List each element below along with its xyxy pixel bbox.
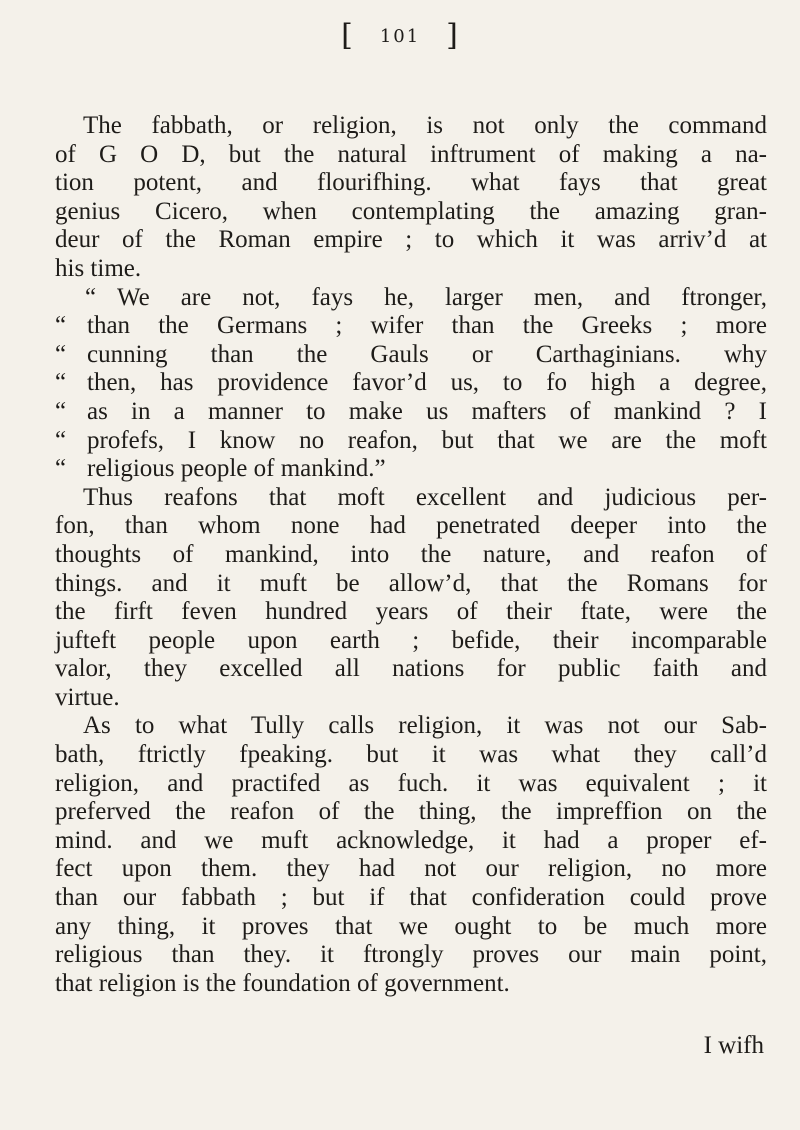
quote-text: then, has providence favor’d us, to fo high a degree, [87, 369, 767, 397]
text-line: fect upon them. they had not our religion, no more [55, 855, 767, 883]
text-line: religion, and practifed as fuch. it was equivalent ; it [55, 769, 767, 797]
text-line: thoughts of mankind, into the nature, and reafon of [55, 540, 767, 568]
text-line: his time. [55, 254, 142, 282]
text-line: things. and it muft be allow’d, that the Romans for [55, 569, 767, 597]
quote-text: than the Germans ; wifer than the Greeks ; more [87, 312, 767, 340]
quote-line [55, 341, 767, 370]
quote-mark: “ [55, 312, 67, 340]
text-line: virtue. [55, 683, 120, 711]
text-line: jufteft people upon earth ; befide, their incomparable [55, 626, 767, 654]
text-line: The fabbath, or religion, is not only the command [83, 112, 767, 139]
text-line: the firft feven hundred years of their ftate, were the [55, 598, 767, 626]
quote-text: as in a manner to make us mafters of mankind ? I [87, 397, 767, 425]
quote-mark: “ [55, 426, 67, 454]
text-line: preferved the reafon of the thing, the impreffion on the [55, 798, 767, 826]
quote-mark: “ [55, 369, 67, 397]
quote-line [55, 369, 767, 398]
quote-mark: “ [55, 397, 67, 425]
right-bracket: ] [446, 18, 459, 53]
quote-mark: “ [55, 340, 67, 368]
quote-line [55, 398, 767, 427]
text-line: bath, ftrictly fpeaking. but it was what they call’d [55, 741, 767, 769]
text-line: any thing, it proves that we ought to be much more [55, 912, 767, 940]
text-line: religious than they. it ftrongly proves our main point, [55, 941, 767, 969]
quote-line [55, 312, 767, 341]
text-line: As to what Tully calls religion, it was not our Sab- [83, 712, 767, 740]
quote-mark: “ [85, 283, 97, 311]
text-line: tion potent, and flourifhing. what fays that great [55, 169, 767, 197]
quote-text: religious people of mankind.” [87, 455, 386, 483]
page-number: 101 [379, 26, 421, 47]
text-line: valor, they excelled all nations for public faith and [55, 655, 767, 683]
text-line [55, 198, 767, 227]
text-line: of G O D, but the natural inftrument of making a na- [55, 140, 767, 168]
quote-text: profefs, I know no reafon, but that we are the moft [87, 426, 767, 454]
quote-mark: “ [55, 455, 67, 483]
quote-text: cunning than the Gauls or Carthaginians. why [87, 340, 767, 368]
left-bracket: [ [341, 18, 354, 53]
text-line: than our fabbath ; but if that confideration could prove [55, 884, 767, 912]
quote-text: We are not, fays he, larger men, and ftronger, [117, 283, 767, 311]
quote-line [55, 284, 767, 313]
text-line: Thus reafons that moft excellent and judicious per- [83, 483, 767, 511]
text-line: that religion is the foundation of government. [55, 969, 510, 997]
quote-line [55, 427, 767, 456]
catchword: I wifh [703, 1032, 764, 1059]
text-line: deur of the Roman empire ; to which it was arriv’d at [55, 226, 767, 254]
body-text [55, 112, 767, 998]
p1-l4: genius Cicero, when contemplating the amazing gran- [55, 197, 767, 225]
text-line: fon, than whom none had penetrated deeper into the [55, 512, 767, 540]
page-header [0, 18, 800, 53]
quote-line [55, 455, 767, 484]
text-line: mind. and we muft acknowledge, it had a proper ef- [55, 826, 767, 854]
